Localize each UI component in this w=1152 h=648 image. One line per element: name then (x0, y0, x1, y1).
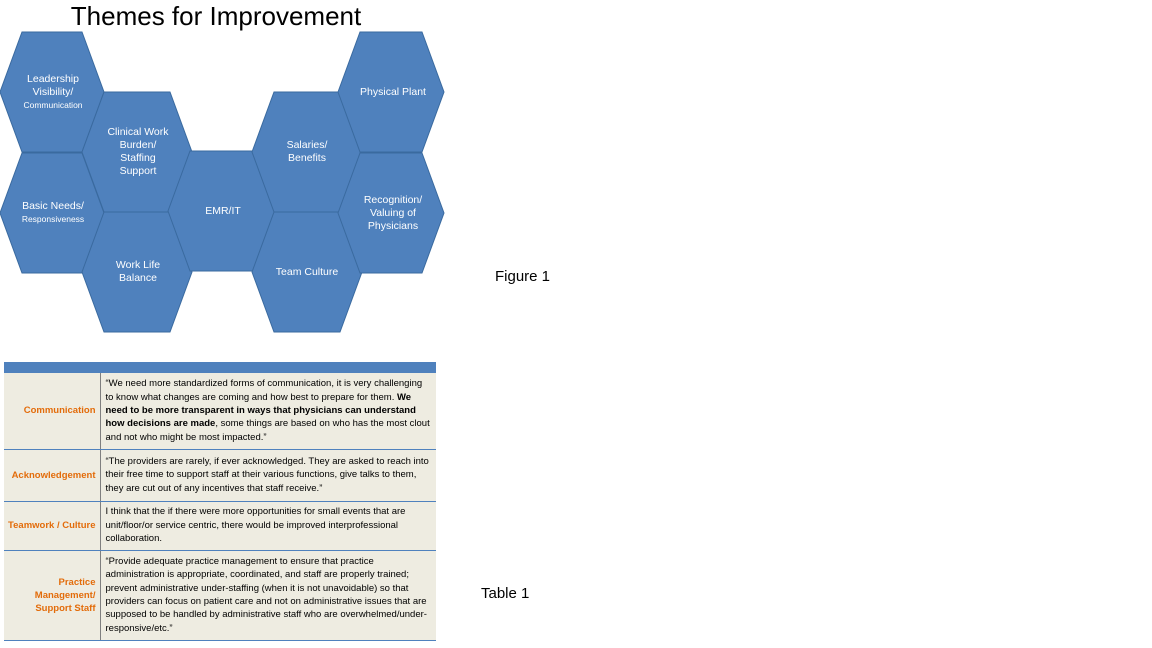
table-row-category: Communication (4, 373, 100, 449)
hex-label-emr: EMR/IT (205, 204, 241, 217)
table-row-quote: “We need more standardized forms of communication, it is very challenging to know what changes are coming and how best to prepare for them. We need to be more transparent in ways that physicians can understand how decisions are made, some things are based on who has the most clout and not who might be most impacted.” (100, 373, 436, 449)
table-row (4, 449, 436, 501)
hex-label-team-culture: Team Culture (275, 265, 339, 278)
hex-label-work-life: Work Life Balance (115, 259, 161, 284)
table-row-category: Acknowledgement (4, 449, 100, 501)
table-caption: Table 1 (481, 585, 530, 602)
table-row-quote: “Provide adequate practice management to ensure that practice administration is appropriate, coordinated, and staff are properly trained; prevent administrative under-staffing (when it is not unavoidable) so that providers can focus on patient care and not on administrative issues that are supposed to be handled by administrative staff who are overwhelmed/under-responsive/etc.” (100, 550, 436, 640)
table-row-category: Teamwork / Culture (4, 501, 100, 550)
diagram-title: Themes for Improvement (70, 1, 362, 31)
table-row-quote: I think that the if there were more opportunities for small events that are unit/floor/or service centric, there would be improved interprofessional collaboration. (100, 501, 436, 550)
table-row (4, 373, 436, 449)
hex-label-leadership: Leadership Visibility/ Communication (23, 72, 83, 110)
table-row (4, 501, 436, 550)
hex-label-recognition: Recognition/ Valuing of Physicians (363, 193, 423, 232)
table-row-quote: “The providers are rarely, if ever acknowledged. They are asked to reach into their free time to support staff at their various functions, give talks to them, they are cut out of any incentives that staff receive.” (100, 449, 436, 501)
hex-label-physical-plant: Physical Plant (360, 85, 426, 98)
themes-quotes-table (4, 362, 436, 641)
table-row-category: Practice Management/ Support Staff (4, 550, 100, 640)
figure-caption: Figure 1 (495, 268, 551, 285)
table-row (4, 550, 436, 640)
hex-label-basic-needs: Basic Needs/ Responsiveness (21, 200, 85, 224)
hex-label-salaries: Salaries/ Benefits (286, 139, 328, 164)
hex-label-clinical: Clinical Work Burden/ Staffing Support (107, 126, 169, 177)
table-header-row (4, 362, 436, 373)
